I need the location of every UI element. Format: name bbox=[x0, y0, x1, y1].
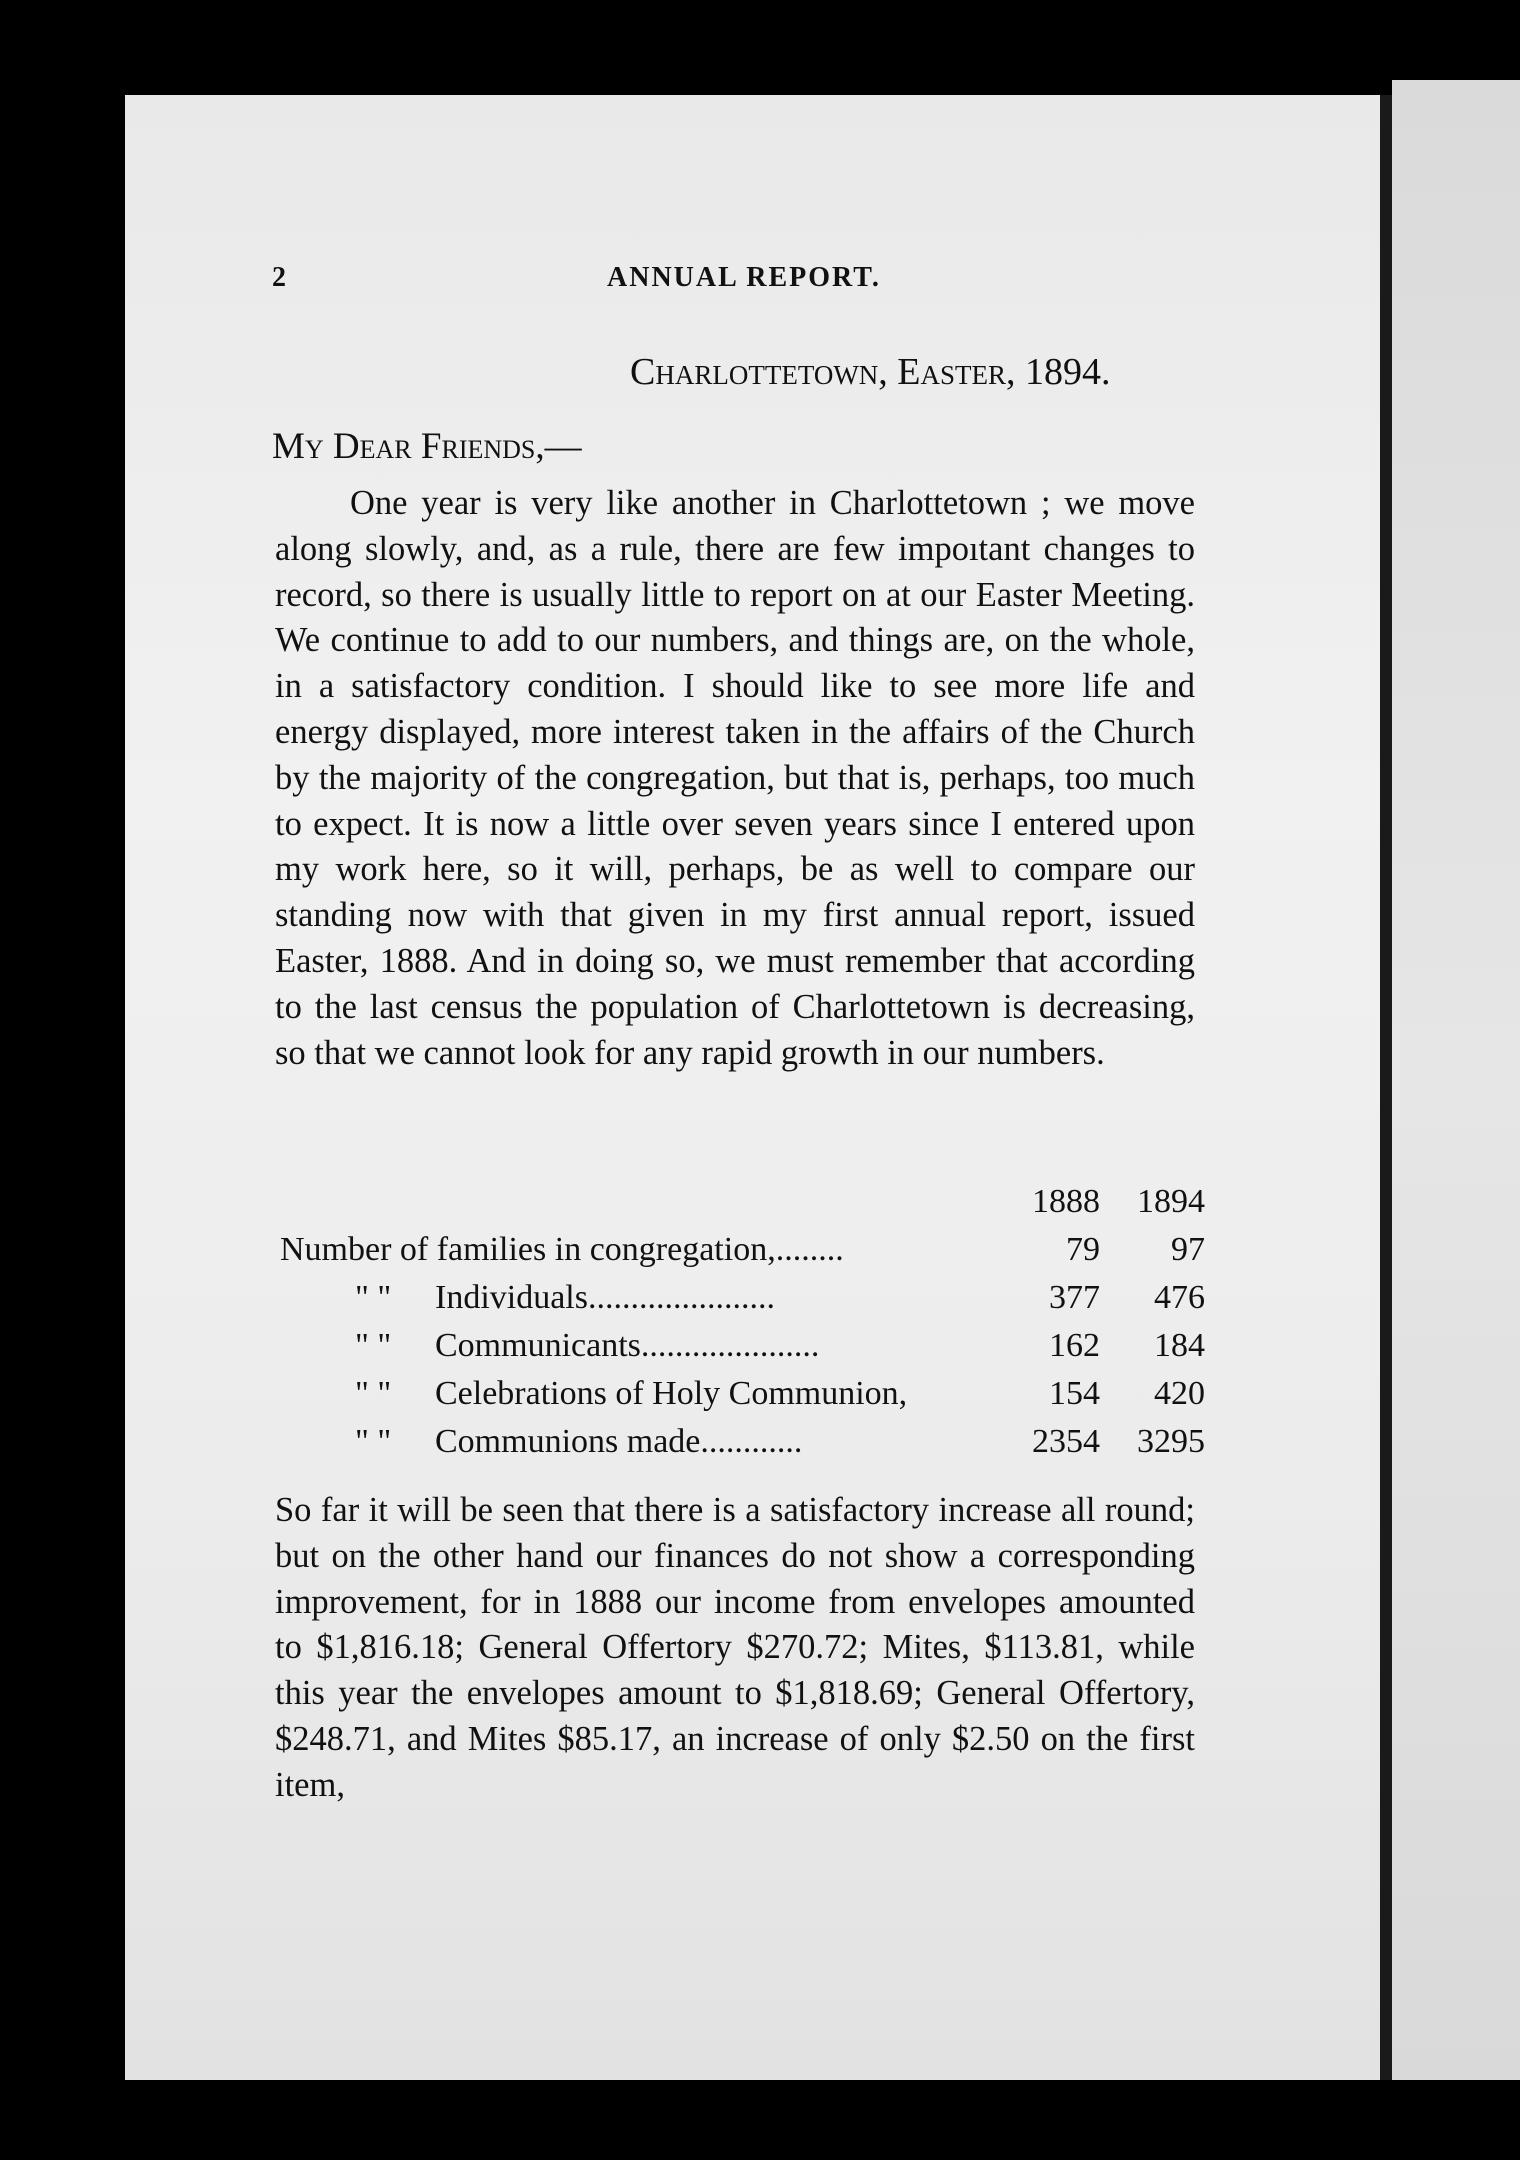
body-paragraph-1: One year is very like another in Charlottetown ; we move along slowly, and, as a rule, there are few impoıtant changes to record, so there is usually little to report on at our Easter Meeting. We continue to add to our numbers, and things are, on the whole, in a satisfactory condition. I should like to see more life and energy displayed, more interest taken in the affairs of the Church by the majority of the congregation, but that is, perhaps, too much to expect. It is now a little over seven years since I entered upon my work here, so it will, perhaps, be as well to compare our standing now with that given in my first annual report, issued Easter, 1888. And in doing so, we must remember that according to the last census the population of Charlottetown is decreasing, so that we cannot look for any rapid growth in our numbers. bbox=[275, 484, 1195, 1072]
value-1894: 476 bbox=[1154, 1279, 1205, 1316]
statistics-table bbox=[280, 1183, 1205, 1471]
ditto-marks: " " bbox=[355, 1423, 392, 1460]
statistics-row bbox=[280, 1423, 1205, 1471]
row-label: Celebrations of Holy Communion, bbox=[435, 1375, 908, 1412]
ditto-marks: " " bbox=[355, 1375, 392, 1412]
page-gutter bbox=[1380, 95, 1392, 2080]
statistics-row bbox=[280, 1375, 1205, 1423]
value-1894: 3295 bbox=[1137, 1423, 1205, 1460]
statistics-row bbox=[280, 1327, 1205, 1375]
statistics-row bbox=[280, 1231, 1205, 1279]
row-label: Number of families in congregation,........ bbox=[280, 1231, 844, 1268]
salutation: My Dear Friends,— bbox=[272, 426, 582, 467]
year-header-1894: 1894 bbox=[1137, 1183, 1205, 1220]
body-paragraph-2: So far it will be seen that there is a satisfactory increase all round; but on the other hand our finances do not show a corresponding improvement, for in 1888 our income from envelopes amounted to $1,816.18; General Offertory $270.72; Mites, $113.81, while this year the envelopes amount to $1,818.69; General Offertory, $248.71, and Mites $85.17, an increase of only $2.50 on the first item, bbox=[275, 1491, 1195, 1804]
dateline: Charlottetown, Easter, 1894. bbox=[630, 351, 1111, 393]
adjacent-page-edge bbox=[1392, 80, 1520, 2080]
row-label: Communicants..................... bbox=[435, 1327, 820, 1364]
value-1894: 97 bbox=[1171, 1231, 1205, 1268]
row-label: Individuals...................... bbox=[435, 1279, 775, 1316]
value-1888: 162 bbox=[1049, 1327, 1100, 1364]
value-1894: 420 bbox=[1154, 1375, 1205, 1412]
value-1888: 2354 bbox=[1032, 1423, 1100, 1460]
page-number: 2 bbox=[272, 262, 287, 293]
value-1888: 79 bbox=[1066, 1231, 1100, 1268]
value-1888: 154 bbox=[1049, 1375, 1100, 1412]
row-label: Communions made............ bbox=[435, 1423, 803, 1460]
running-title: ANNUAL REPORT. bbox=[607, 262, 881, 293]
year-header-1888: 1888 bbox=[1032, 1183, 1100, 1220]
value-1888: 377 bbox=[1049, 1279, 1100, 1316]
ditto-marks: " " bbox=[355, 1327, 392, 1364]
statistics-header-row bbox=[280, 1183, 1205, 1231]
ditto-marks: " " bbox=[355, 1279, 392, 1316]
value-1894: 184 bbox=[1154, 1327, 1205, 1364]
statistics-row bbox=[280, 1279, 1205, 1327]
